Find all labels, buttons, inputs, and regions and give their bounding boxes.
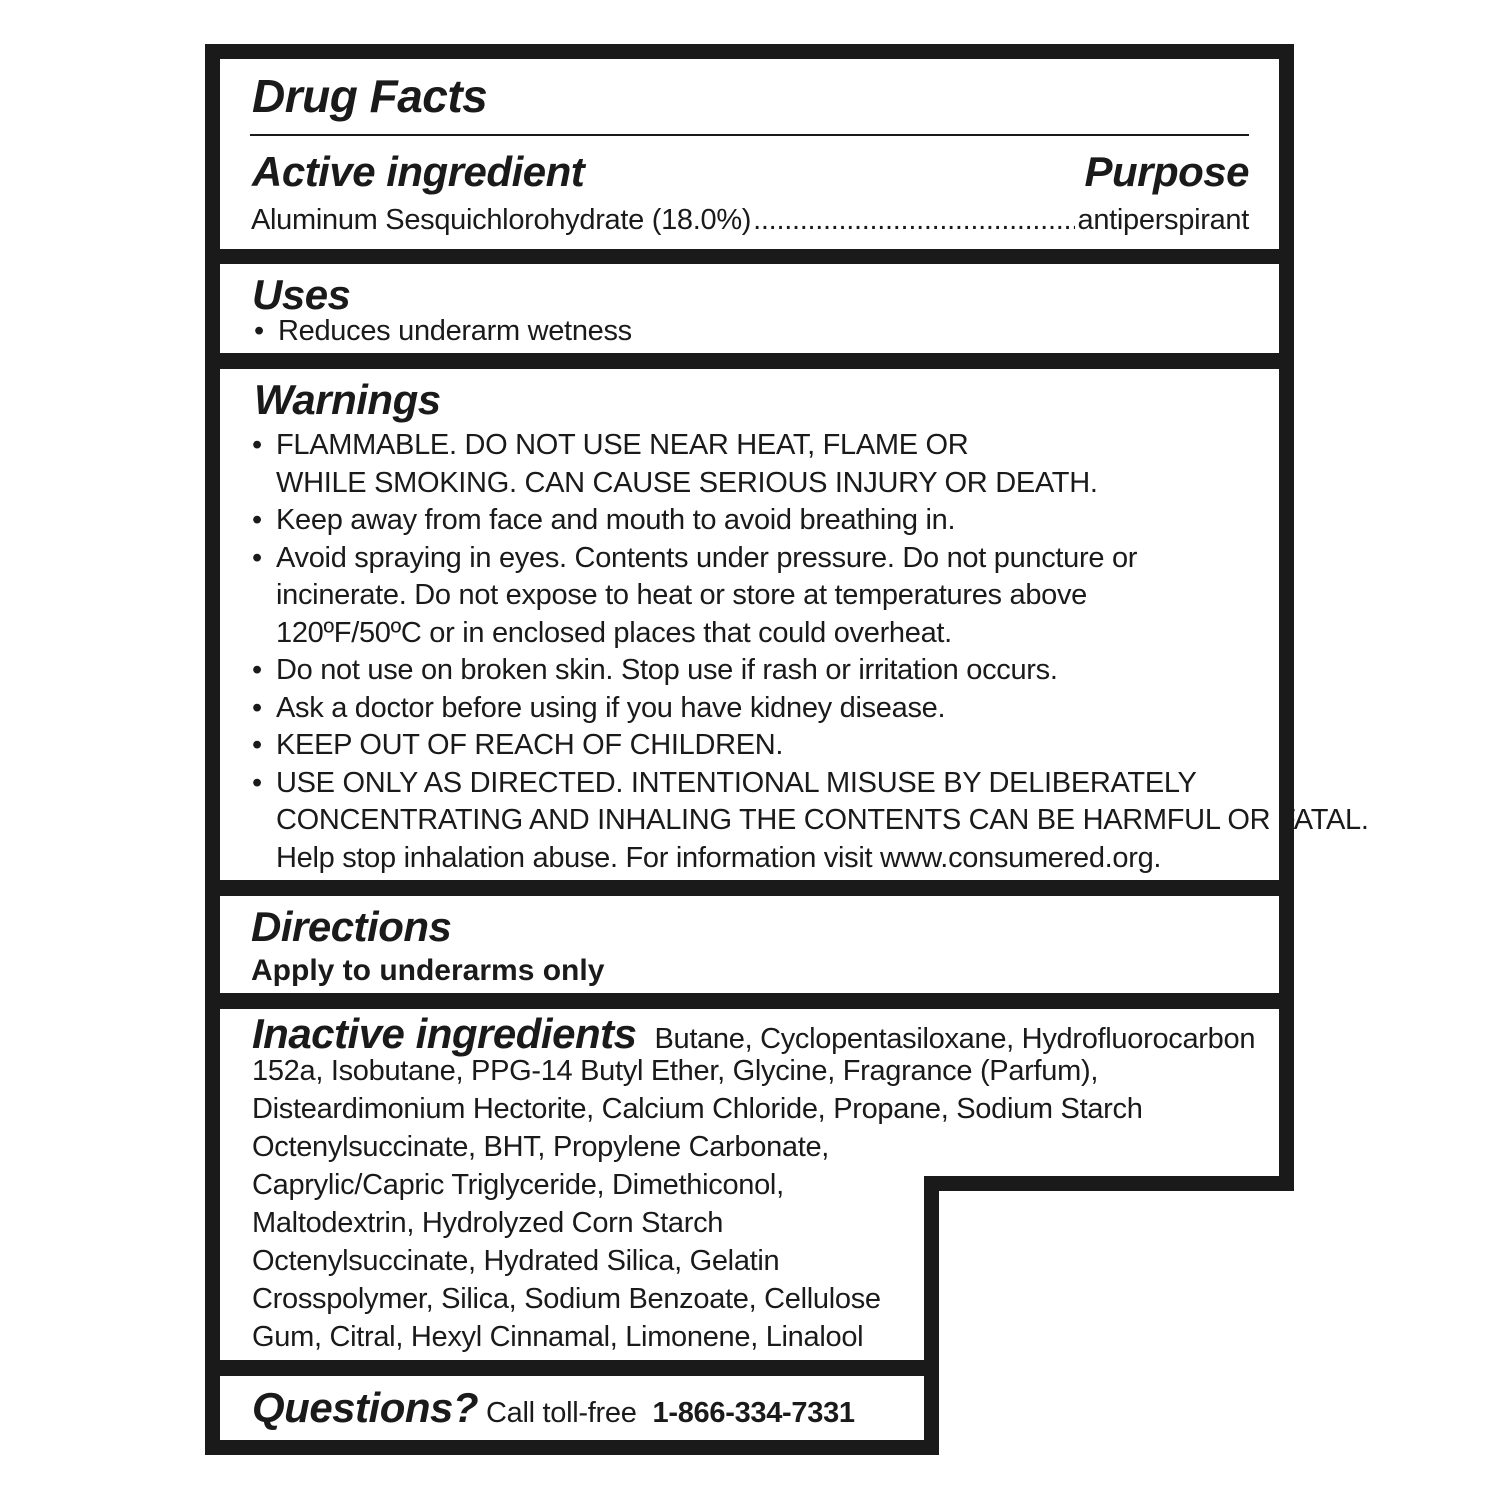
active-ingredient-purpose: antiperspirant — [1077, 204, 1249, 236]
uses-heading: Uses — [252, 271, 351, 318]
inactive-line: Gum, Citral, Hexyl Cinnamal, Limonene, Linalool — [252, 1321, 864, 1353]
directions-panel — [220, 896, 1279, 993]
warning-item — [252, 427, 1269, 502]
uses-panel — [220, 264, 1279, 353]
questions-panel — [220, 1376, 924, 1440]
warning-line: CONCENTRATING AND INHALING THE CONTENTS CAN BE HARMFUL OR FATAL. — [276, 804, 1369, 836]
warnings-panel — [220, 369, 1369, 880]
warning-line: • Do not use on broken skin. Stop use if rash or irritation occurs. — [276, 654, 1058, 686]
warning-line: • FLAMMABLE. DO NOT USE NEAR HEAT, FLAME OR — [276, 429, 969, 461]
warnings-list — [252, 427, 1369, 877]
active-ingredient-row — [251, 201, 1249, 239]
drug-facts-title: Drug Facts — [252, 70, 488, 122]
warning-item — [252, 727, 1269, 765]
warning-item — [252, 652, 1269, 690]
directions-heading: Directions — [251, 903, 452, 950]
questions-label: Call toll-free — [486, 1397, 637, 1429]
directions-text: Apply to underarms only — [251, 954, 605, 987]
warning-line: • USE ONLY AS DIRECTED. INTENTIONAL MISUSE BY DELIBERATELY — [276, 766, 1197, 799]
inactive-first-line: Butane, Cyclopentasiloxane, Hydrofluorocarbon — [654, 1023, 1256, 1055]
warning-line: Help stop inhalation abuse. For information visit www.consumered.org. — [276, 841, 1162, 874]
questions-heading: Questions? — [252, 1384, 479, 1431]
questions-row — [252, 1384, 855, 1432]
warning-line: incinerate. Do not expose to heat or store at temperatures above — [276, 579, 1088, 611]
inactive-line: Octenylsuccinate, BHT, Propylene Carbonate, — [252, 1131, 830, 1163]
warning-line: • Keep away from face and mouth to avoid breathing in. — [276, 504, 956, 536]
inactive-lines — [252, 1052, 1272, 1356]
inactive-heading: Inactive ingredients — [252, 1010, 637, 1057]
inactive-line: Octenylsuccinate, Hydrated Silica, Gelatin — [252, 1245, 780, 1277]
inactive-line: Crosspolymer, Silica, Sodium Benzoate, Cellulose — [252, 1283, 881, 1315]
warning-item — [252, 540, 1269, 653]
warning-line: 120ºF/50ºC or in enclosed places that could overheat. — [276, 616, 952, 649]
inactive-line: Caprylic/Capric Triglyceride, Dimethiconol, — [252, 1169, 784, 1201]
inactive-ingredients-block — [252, 1010, 1272, 1356]
warning-line: • Ask a doctor before using if you have kidney disease. — [276, 691, 946, 724]
warnings-heading: Warnings — [254, 376, 441, 423]
active-ingredient-panel — [220, 59, 1279, 249]
uses-item: • Reduces underarm wetness — [254, 312, 1259, 350]
warning-item — [252, 765, 1369, 878]
warning-line: • Avoid spraying in eyes. Contents under pressure. Do not puncture or — [276, 541, 1138, 574]
warning-line: WHILE SMOKING. CAN CAUSE SERIOUS INJURY OR DEATH. — [276, 466, 1098, 499]
warning-line: • KEEP OUT OF REACH OF CHILDREN. — [276, 729, 784, 761]
active-ingredient-heading: Active ingredient — [252, 148, 585, 195]
inactive-line: 152a, Isobutane, PPG-14 Butyl Ether, Glycine, Fragrance (Parfum), — [252, 1055, 1099, 1087]
warning-item — [252, 502, 1269, 540]
inactive-line: Maltodextrin, Hydrolyzed Corn Starch — [252, 1207, 724, 1239]
active-ingredient-name: Aluminum Sesquichlorohydrate (18.0%) — [251, 204, 752, 236]
uses-list — [254, 312, 1259, 350]
title-rule — [250, 134, 1249, 136]
questions-phone[interactable]: 1-866-334-7331 — [652, 1397, 855, 1429]
warning-item — [252, 690, 1269, 728]
purpose-heading: Purpose — [1084, 148, 1249, 195]
inactive-line: Disteardimonium Hectorite, Calcium Chloride, Propane, Sodium Starch — [252, 1093, 1143, 1125]
dot-leader — [753, 201, 1075, 239]
